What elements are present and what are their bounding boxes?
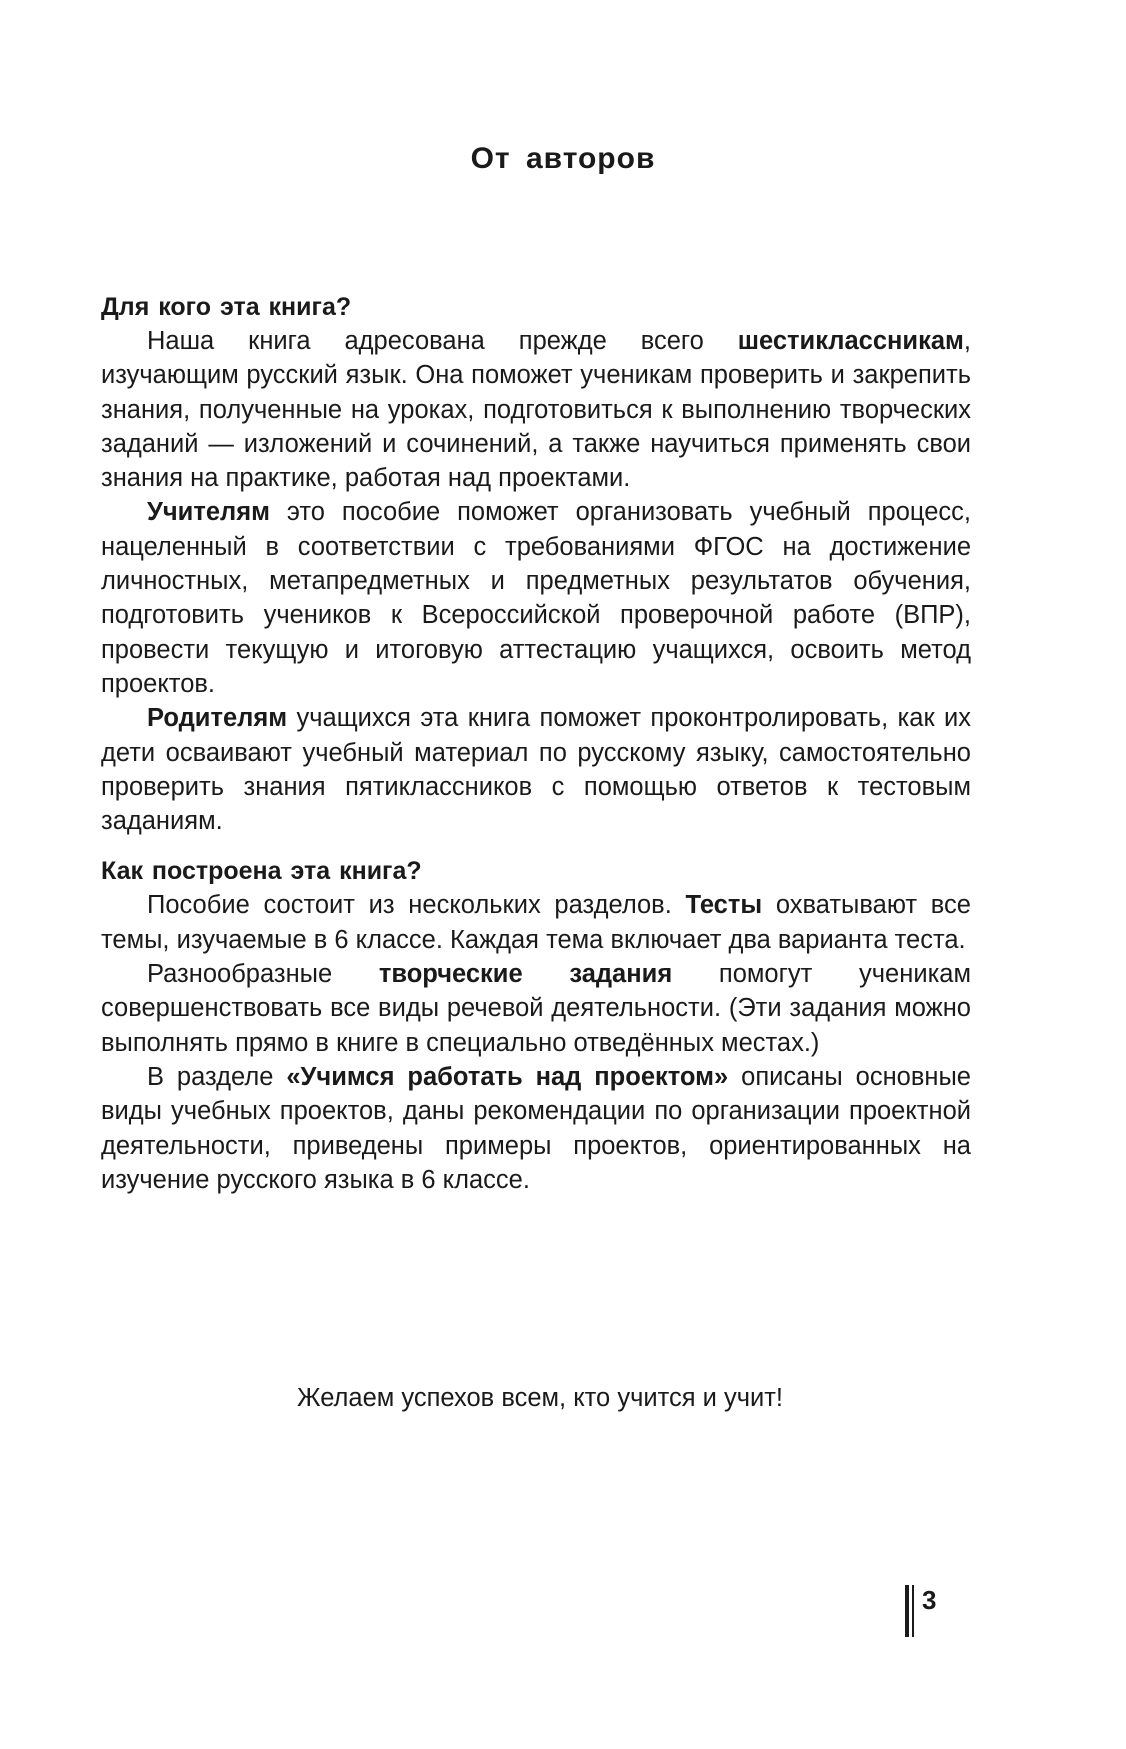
section-heading-audience: Для кого эта книга? bbox=[101, 293, 352, 321]
paragraph-teachers bbox=[101, 495, 971, 701]
page-number-marker bbox=[905, 1585, 936, 1637]
paragraph-projects bbox=[101, 1060, 971, 1197]
emphasis-projects-section: «Учимся работать над проектом» bbox=[286, 1062, 729, 1091]
emphasis-students: шестиклассникам bbox=[737, 327, 964, 355]
emphasis-parents: Родителям bbox=[147, 704, 288, 733]
page-number: 3 bbox=[922, 1585, 937, 1615]
paragraph-text: Разнообразные bbox=[147, 960, 379, 989]
paragraph-text: , изучающим русский язык. Она поможет ученикам проверить и закрепить знания, полученные на уроках, подготовиться к выполнению творческих заданий — изложений и сочинений, а также научиться применять свои знания на практике, работая над проектами. bbox=[101, 327, 971, 493]
paragraph-creative-tasks bbox=[101, 957, 971, 1060]
paragraph-text: Наша книга адресована прежде всего bbox=[147, 327, 738, 355]
paragraph-text: учащихся эта книга поможет проконтролировать, как их дети осваивают учебный материал по русскому языку, самостоятельно проверить знания пятиклассников с помощью ответов к тестовым заданиям. bbox=[101, 704, 971, 836]
page-marker-bar bbox=[905, 1585, 909, 1637]
paragraph-text: это пособие поможет организовать учебный процесс, нацеленный в соответствии с требованиями ФГОС на достижение личностных, метапредметных и предметных результатов обучения, подготовить учеников к Всероссийской проверочной работе (ВПР), провести текущую и итоговую аттестацию учащихся, освоить метод проектов. bbox=[101, 498, 971, 698]
paragraph-text: описаны основные виды учебных проектов, даны рекомендации по организации проектной деятельности, приведены примеры проектов, ориентированных на изучение русского языка в 6 классе. bbox=[101, 1062, 971, 1194]
section-heading-structure: Как построена эта книга? bbox=[101, 857, 422, 886]
page-title: От авторов bbox=[470, 142, 656, 175]
paragraph-parents bbox=[101, 701, 971, 838]
emphasis-creative-tasks: творческие задания bbox=[378, 960, 673, 989]
emphasis-teachers: Учителям bbox=[147, 498, 270, 527]
main-text bbox=[101, 290, 971, 1197]
paragraph-students bbox=[101, 324, 971, 495]
paragraph-text: Пособие состоит из нескольких разделов. bbox=[147, 891, 686, 920]
page-marker-bar-thin bbox=[912, 1585, 914, 1637]
paragraph-text: помогут ученикам совершенствовать все виды речевой деятельности. (Эти задания можно выполнять прямо в книге в специально отведённых местах.) bbox=[101, 960, 971, 1057]
paragraph-text: В разделе bbox=[147, 1062, 287, 1091]
paragraph-tests bbox=[101, 888, 971, 957]
paragraph-text: охватывают все темы, изучаемые в 6 классе. Каждая тема включает два варианта теста. bbox=[101, 891, 971, 954]
closing-wish: Желаем успехов всем, кто учится и учит! bbox=[296, 1384, 784, 1412]
emphasis-tests: Тесты bbox=[685, 891, 763, 920]
